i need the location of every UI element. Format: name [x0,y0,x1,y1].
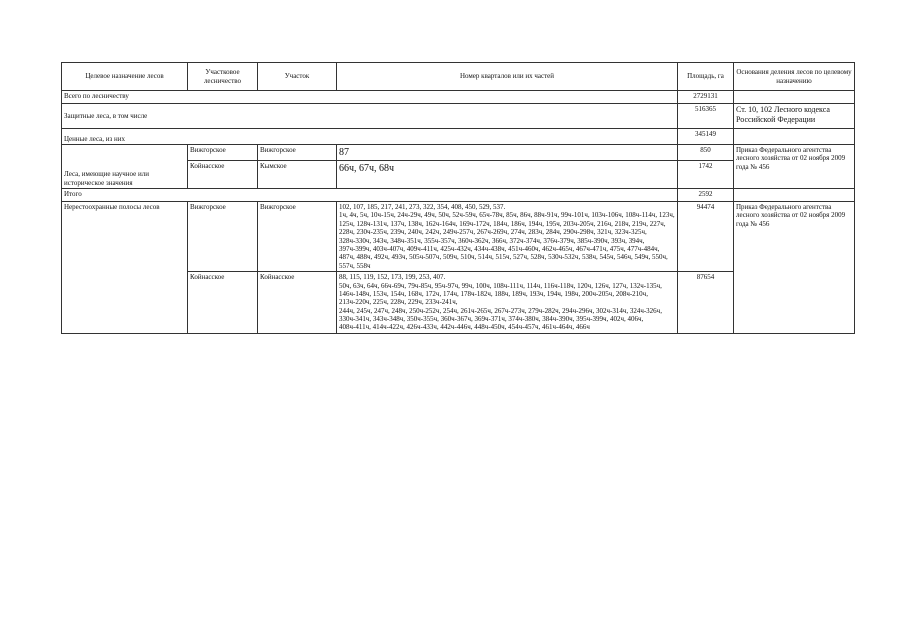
valuable-label: Ценные леса, из них [62,129,678,145]
total-area: 2729131 [678,91,734,104]
total-basis [734,91,855,104]
spawning-quarters-2 [337,272,678,334]
header-purpose: Целевое назначение лесов [62,63,188,91]
protective-label: Защитные леса, в том числе [62,104,678,129]
header-basis: Основания деления лесов по целевому назначению [734,63,855,91]
spawning-quarters-part-2: 50ч, 63ч, 64ч, 66ч-69ч, 79ч-85ч, 95ч-97ч, 99ч, 100ч, 108ч-111ч, 114ч, 116ч-118ч, 120ч, 126ч, 127ч, 132ч-135ч, 146ч-148ч, 153ч, 154ч, 168ч, 172ч, 174ч, 178ч-182ч, 188ч, 189ч, 193ч, 194ч, 198ч, 200ч-205ч, 208ч-210ч, 213ч-220ч, 225ч, 228ч, 229ч, 233ч-241ч, [339,281,662,307]
historical-district-1: Вижгорское [188,145,258,161]
historical-area-1: 850 [678,145,734,161]
historical-basis: Приказ Федерального агентства лесного хозяйства от 02 ноября 2009 года № 456 [734,145,855,189]
protective-basis: Ст. 10, 102 Лесного кодекса Российской Федерации [734,104,855,129]
historical-row-1 [62,145,855,161]
spawning-label: Нерестоохранные полосы лесов [62,202,188,334]
spawning-area-2: 87654 [678,272,734,334]
historical-area-2: 1742 [678,161,734,189]
forest-purpose-table [61,62,855,334]
historical-section-1: Вижгорское [258,145,337,161]
historical-quarters-1: 87 [337,145,678,161]
itogo-label: Итого [62,189,678,202]
spawning-quarters-full-1: 102, 107, 185, 217, 241, 273, 322, 354, 408, 450, 529, 537. [339,203,506,211]
spawning-row-1 [62,202,855,272]
valuable-row [62,129,855,145]
valuable-basis [734,129,855,145]
total-label: Всего по лесничеству [62,91,678,104]
historical-label: Леса, имеющие научное или историческое значения [62,145,188,189]
protective-area: 516365 [678,104,734,129]
spawning-district-1: Вижгорское [188,202,258,272]
header-section: Участок [258,63,337,91]
itogo-area: 2592 [678,189,734,202]
historical-quarters-2: 66ч, 67ч, 68ч [337,161,678,189]
spawning-quarters-full-2: 88, 115, 119, 152, 173, 199, 253, 407. [339,273,446,282]
total-row [62,91,855,104]
spawning-district-2: Койнасское [188,272,258,334]
spawning-quarters-part-2b: 244ч, 245ч, 247ч, 248ч, 250ч-252ч, 254ч, 261ч-265ч, 267ч-273ч, 279ч-282ч, 294ч-296ч, 302ч-314ч, 324ч-326ч, 330ч-341ч, 343ч-348ч, 350ч-355ч, 360ч-367ч, 369ч-371ч, 374ч-380ч, 384ч-390ч, 395ч-399ч, 402ч, 406ч, 408ч-411ч, 414ч-422ч, 426ч-433ч, 442ч-446ч, 448ч-450ч, 454ч-457ч, 461ч-464ч, 466ч [339,306,662,332]
historical-section-2: Кымское [258,161,337,189]
spawning-basis: Приказ Федерального агентства лесного хозяйства от 02 ноября 2009 года № 456 [734,202,855,334]
header-quarters: Номер кварталов или их частей [337,63,678,91]
header-area: Площадь, га [678,63,734,91]
spawning-area-1: 94474 [678,202,734,272]
header-district: Участковое лесничество [188,63,258,91]
spawning-quarters-part-1: 1ч, 4ч, 5ч, 10ч-15ч, 24ч-29ч, 49ч, 50ч, 52ч-59ч, 65ч-78ч, 85ч, 86ч, 88ч-91ч, 99ч-101ч, 103ч-106ч, 108ч-114ч, 123ч, 125ч, 128ч-131ч, 137ч, 138ч, 162ч-164ч, 169ч-172ч, 184ч, 186ч, 194ч, 195ч, 203ч-205ч, 216ч, 218ч, 219ч, 227ч, 228ч, 230ч-235ч, 239ч, 240ч, 242ч, 249ч-257ч, 267ч-269ч, 274ч, 283ч, 284ч, 290ч-298ч, 321ч, 323ч-325ч, 328ч-330ч, 343ч, 348ч-351ч, 355ч-357ч, 360ч-362ч, 366ч, 372ч-374ч, 376ч-379ч, 385ч-390ч, 393ч, 394ч, 397ч-399ч, 403ч-407ч, 409ч-411ч, 425ч-432ч, 434ч-438ч, 451ч-460ч, 462ч-465ч, 467ч-471ч, 475ч, 477ч-484ч, 487ч, 488ч, 492ч, 493ч, 505ч-507ч, 509ч, 510ч, 514ч, 515ч, 527ч, 528ч, 530ч-532ч, 538ч, 545ч, 546ч, 549ч, 550ч, 557ч, 558ч [339,211,675,270]
spawning-section-2: Койнасское [258,272,337,334]
protective-row [62,104,855,129]
historical-district-2: Койнасское [188,161,258,189]
valuable-area: 345149 [678,129,734,145]
spawning-section-1: Вижгорское [258,202,337,272]
itogo-basis [734,189,855,202]
header-row [62,63,855,91]
itogo-row [62,189,855,202]
spawning-quarters-1 [337,202,678,272]
